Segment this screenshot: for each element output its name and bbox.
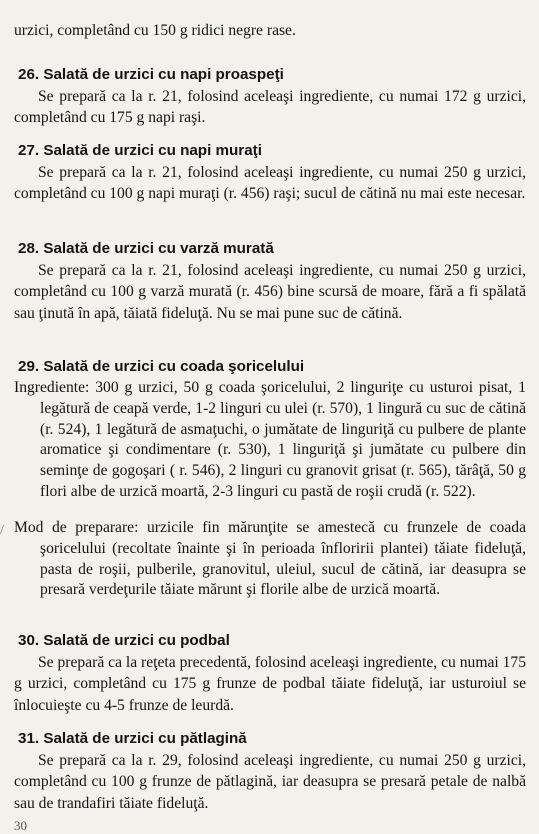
margin-mark: / <box>0 523 4 538</box>
method-text: Mod de preparare: urzicile fin mărunţite se amestecă cu frunzele de coada şoricelului (recoltate înainte şi în perioada înfloririi plantei) tăiate fideluţă, pasta de roşii, pulberile, granovitul, uleiul, sucul de cătină, iar deasupra se presară verdeţurile tăiate mărunt şi florile albe de urzică moartă. <box>14 519 526 599</box>
recipe-31-heading: 31. Salată de urzici cu pătlagină <box>18 730 247 747</box>
recipe-27-body: Se prepară ca la r. 21, folosind aceleaşi ingrediente, cu numai 250 g urzici, completând cu 100 g napi muraţi (r. 456) raşi; sucul de cătină nu mai este necesar. <box>14 164 526 203</box>
ingredients-text: Ingrediente: 300 g urzici, 50 g coada şoricelului, 2 linguriţe cu usturoi pisat, 1 legătură de ceapă verde, 1-2 linguri cu ulei (r. 570), 1 lingură cu suc de cătină (r. 524), 1 legătură de asmaţuchi, o jumătate de linguriţă cu pulbere de plante aromatice şi condimentare (r. 530), 1 linguriţă şi jumătate cu pulbere din seminţe de gogoşari ( r. 546), 2 linguri cu granovit grisat (r. 565), tărâţă, 50 g flori albe de urzică moartă, 2-3 linguri cu pastă de roşii crudă (r. 522). <box>14 379 526 500</box>
recipe-29-method <box>14 518 526 601</box>
recipe-26-heading: 26. Salată de urzici cu napi proaspeţi <box>18 66 284 83</box>
continued-text: urzici, completând cu 150 g ridici negre rase. <box>14 22 296 39</box>
recipe-27-heading: 27. Salată de urzici cu napi muraţi <box>18 142 262 159</box>
recipe-29-heading: 29. Salată de urzici cu coada şoricelului <box>18 358 305 375</box>
recipe-28-body: Se prepară ca la r. 21, folosind aceleaşi ingrediente, cu numai 250 g urzici, completând cu 100 g varză murată (r. 456) bine scursă de moare, fără a fi spălată sau ţinută în apă, tăiată fideluţă. Nu se mai pune suc de cătină. <box>14 262 526 322</box>
recipe-31-body: Se prepară ca la r. 29, folosind aceleaşi ingrediente, cu numai 250 g urzici, completând cu 100 g frunze de pătlagină, iar deasupra se presară petale de nalbă sau de trandafiri tăiate fideluţă. <box>14 752 526 812</box>
recipe-30-body: Se prepară ca la reţeta precedentă, folosind aceleaşi ingrediente, cu numai 175 g urzici, completând cu 175 g frunze de podbal tăiate fideluţă, iar usturoiul se înlocuieşte cu 4-5 frunze de leurdă. <box>14 654 526 714</box>
recipe-30-heading: 30. Salată de urzici cu podbal <box>18 632 230 649</box>
recipe-29-ingredients <box>14 378 526 503</box>
page-number: 30 <box>14 818 27 833</box>
recipe-28-heading: 28. Salată de urzici cu varză murată <box>18 240 274 257</box>
recipe-26-body: Se prepară ca la r. 21, folosind aceleaşi ingrediente, cu numai 172 g urzici, completând cu 175 g napi raşi. <box>14 88 526 127</box>
